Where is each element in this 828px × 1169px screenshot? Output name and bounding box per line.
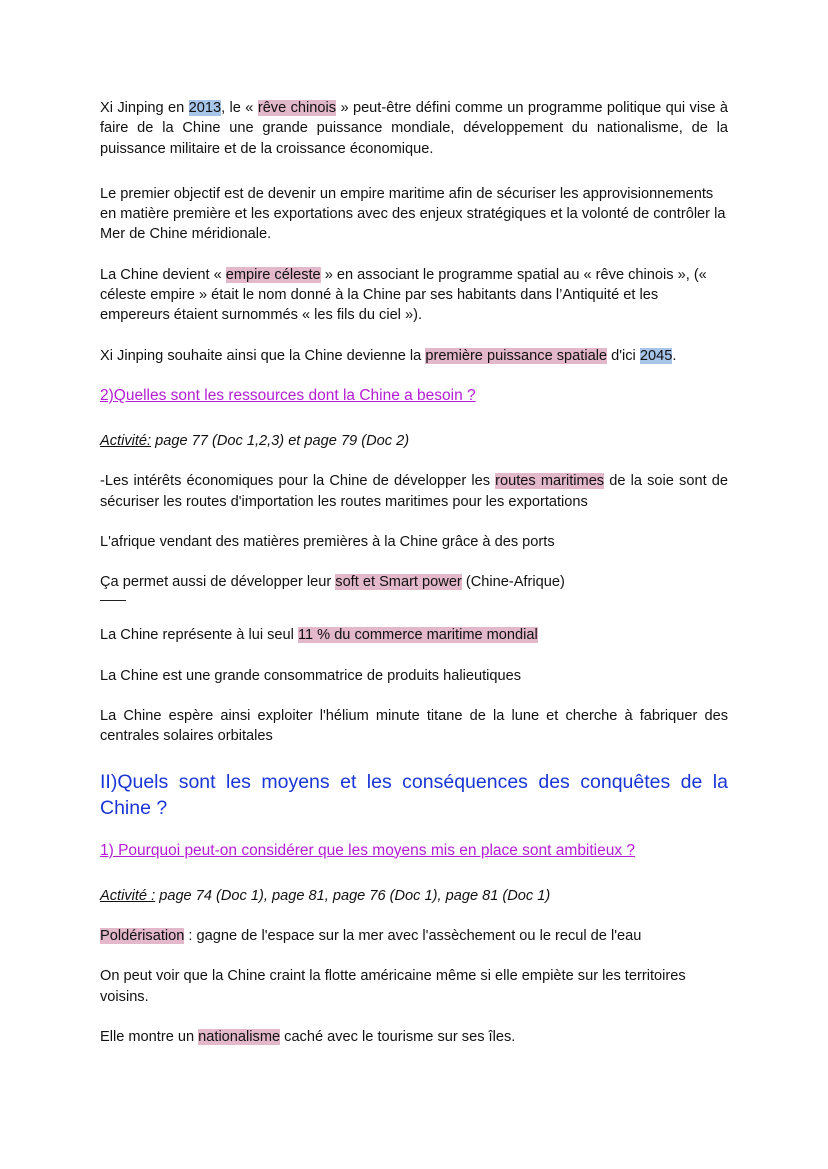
part-heading: II)Quels sont les moyens et les conséquences des conquêtes de la Chine ? <box>100 770 728 819</box>
highlight-term: empire céleste <box>225 266 321 283</box>
paragraph: Elle montre un nationalisme caché avec le tourisme sur ses îles. <box>100 1028 516 1045</box>
paragraph: La Chine devient « empire céleste » en associant le programme spatial au « rêve chinois », (« céleste empire » était le nom donné à la Chine par ses habitants dans l’Antiquité et les empereurs étaient surnommés « les fils du ciel »). <box>100 266 707 324</box>
activity-label: Activité: <box>100 432 152 449</box>
paragraph: La Chine représente à lui seul 11 % du commerce maritime mondial <box>100 627 538 644</box>
highlight-term: rêve chinois <box>257 100 337 116</box>
divider <box>100 600 126 601</box>
paragraph: -Les intérêts économiques pour la Chine de développer les routes maritimes de la soie sont de sécuriser les routes d'importation les routes maritimes pour les exportations <box>100 473 729 510</box>
paragraph: L'afrique vendant des matières premières à la Chine grâce à des ports <box>100 533 555 550</box>
highlight-year: 2045 <box>639 347 673 364</box>
paragraph: Poldérisation : gagne de l'espace sur la mer avec l'assèchement ou le recul de l'eau <box>100 927 642 944</box>
highlight-term: soft et Smart power <box>335 574 462 591</box>
section-subheading[interactable]: 1) Pourquoi peut-on considérer que les moyens mis en place sont ambitieux ? <box>100 841 636 859</box>
section-subheading[interactable]: 2)Quelles sont les ressources dont la Chine a besoin ? <box>100 386 476 404</box>
paragraph: Xi Jinping souhaite ainsi que la Chine devienne la première puissance spatiale d'ici 2045. <box>100 347 677 364</box>
activity-line: Activité : page 74 (Doc 1), page 81, page 76 (Doc 1), page 81 (Doc 1) <box>100 887 551 904</box>
highlight-term: routes maritimes <box>495 473 605 490</box>
activity-line: Activité: page 77 (Doc 1,2,3) et page 79 (Doc 2) <box>100 432 410 449</box>
highlight-term: nationalisme <box>198 1028 281 1045</box>
paragraph: La Chine est une grande consommatrice de produits halieutiques <box>100 667 522 684</box>
paragraph: Ça permet aussi de développer leur soft et Smart power (Chine-Afrique) <box>100 574 565 591</box>
paragraph: Le premier objectif est de devenir un empire maritime afin de sécuriser les approvisionnements en matière première et les exportations avec des enjeux stratégiques et la volonté de contrôler la Mer de Chine méridionale. <box>100 185 726 243</box>
paragraph: La Chine espère ainsi exploiter l'hélium minute titane de la lune et cherche à fabriquer des centrales solaires orbitales <box>100 708 728 745</box>
highlight-term: 11 % du commerce maritime mondial <box>297 627 538 644</box>
highlight-year: 2013 <box>188 100 222 116</box>
intro-paragraph: Xi Jinping en 2013, le « rêve chinois » peut-être défini comme un programme politique qui vise à faire de la Chine une grande puissance mondiale, développement du nationalisme, de la puissance militaire et de la croissance économique. <box>100 100 728 157</box>
activity-label: Activité : <box>100 887 156 904</box>
document-page <box>100 98 728 1047</box>
paragraph: On peut voir que la Chine craint la flotte américaine même si elle empiète sur les territoires voisins. <box>100 968 686 1005</box>
highlight-term: première puissance spatiale <box>425 347 608 364</box>
highlight-term: Poldérisation <box>100 927 185 944</box>
